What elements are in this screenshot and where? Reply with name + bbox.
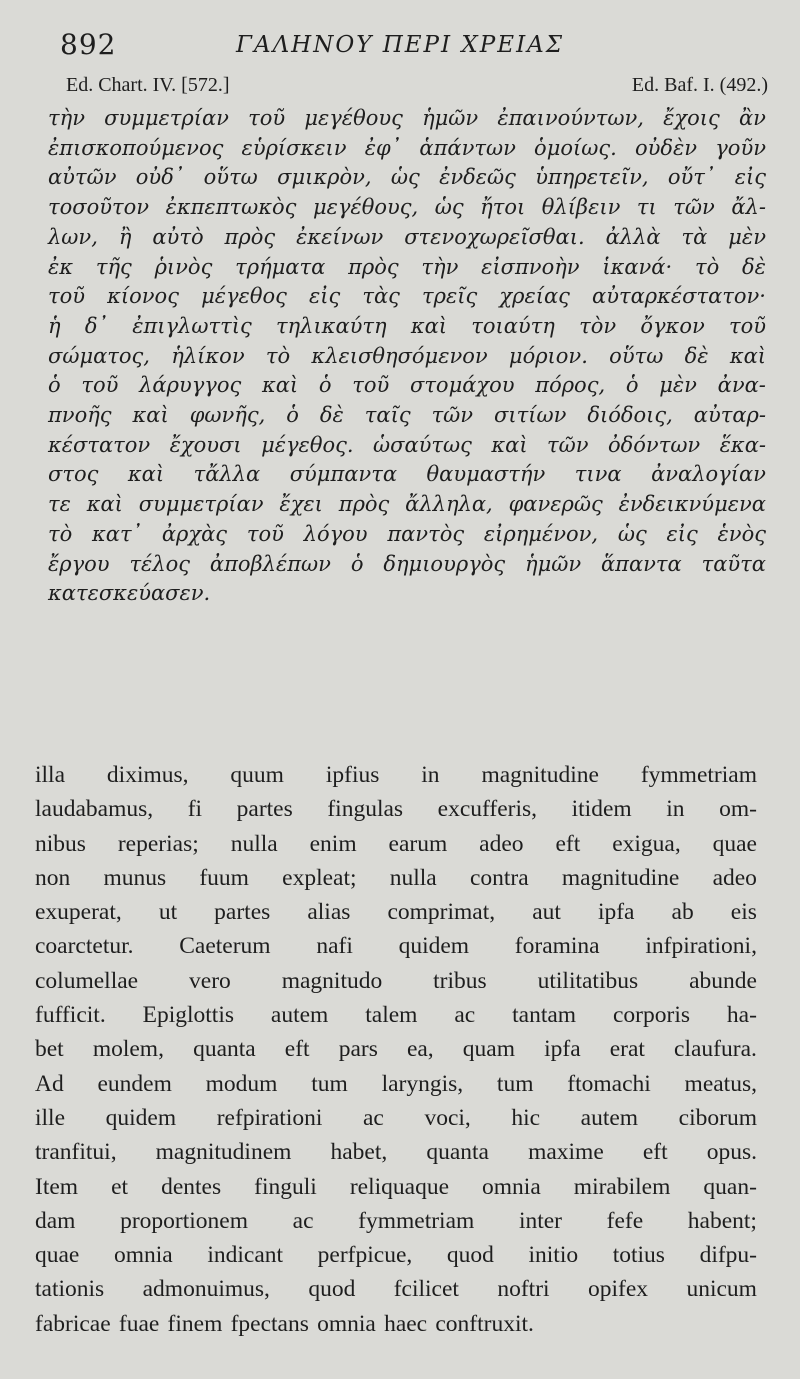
greek-text-line: ἐπισκοπούμενος εὑρίσκειν ἐφ᾽ ἁπάντων ὁμοίως. οὐδὲν γοῦν: [48, 135, 766, 160]
latin-text-line: nibus reperias; nulla enim earum adeo eft exigua, quae: [35, 830, 757, 857]
greek-text-line: ἐκ τῆς ῥινὸς τρήματα πρὸς τὴν εἰσπνοὴν ἱκανά· τὸ δὲ: [48, 254, 766, 279]
latin-text-line: quae omnia indicant perfpicue, quod initio totius difpu-: [35, 1242, 757, 1269]
greek-text-line: κατεσκεύασεν.: [48, 581, 211, 606]
greek-text-line: λων, ἢ αὐτὸ πρὸς ἐκείνων στενοχωρεῖσθαι. ἀλλὰ τὰ μὲν: [48, 224, 766, 249]
latin-text-line: tationis admonuimus, quod fcilicet noftri opifex unicum: [35, 1276, 757, 1303]
latin-text-line: coarctetur. Caeterum nafi quidem foramina infpirationi,: [35, 933, 757, 960]
latin-text-line: dam proportionem ac fymmetriam inter fefe habent;: [35, 1207, 757, 1234]
greek-text-line: τε καὶ συμμετρίαν ἔχει πρὸς ἄλληλα, φανερῶς ἐνδεικνύμενα: [48, 492, 766, 517]
greek-text-line: τὴν συμμετρίαν τοῦ μεγέθους ἡμῶν ἐπαινούντων, ἔχοις ἂν: [48, 106, 766, 130]
greek-text-line: σώματος, ἡλίκον τὸ κλεισθησόμενον μόριον. οὕτω δὲ καὶ: [48, 343, 766, 368]
greek-text-line: ἡ δ᾽ ἐπιγλωττὶς τηλικαύτη καὶ τοιαύτη τὸν ὄγκον τοῦ: [48, 313, 766, 338]
running-title: ΓΑΛΗΝΟΥ ΠΕΡΙ ΧΡΕΙΑΣ: [236, 32, 565, 58]
latin-text-line: columellae vero magnitudo tribus utilitatibus abunde: [35, 967, 757, 994]
latin-text-line: fufficit. Epiglottis autem talem ac tantam corporis ha-: [35, 1002, 757, 1029]
greek-text-line: κέστατον ἔχουσι μέγεθος. ὡσαύτως καὶ τῶν ὀδόντων ἕκα-: [48, 432, 766, 457]
greek-text-block: [48, 104, 766, 609]
greek-text-line: τοσοῦτον ἐκπεπτωκὸς μεγέθους, ὡς ἤτοι θλίβειν τι τῶν ἄλ-: [48, 195, 766, 220]
latin-text-line: Ad eundem modum tum laryngis, tum ftomachi meatus,: [35, 1070, 757, 1097]
greek-text-line: τοῦ κίονος μέγεθος εἰς τὰς τρεῖς χρείας αὐταρκέστατον·: [48, 284, 766, 309]
latin-text-line: exuperat, ut partes alias comprimat, aut ipfa ab eis: [35, 899, 757, 926]
latin-text-line: Item et dentes finguli reliquaque omnia mirabilem quan-: [35, 1173, 757, 1200]
greek-text-line: αὐτῶν οὐδ᾽ οὕτω σμικρὸν, ὡς ἐνδεῶς ὑπηρετεῖν, οὔτ᾽ εἰς: [48, 165, 766, 190]
greek-text-line: στος καὶ τἄλλα σύμπαντα θαυμαστήν τινα ἀναλογίαν: [48, 462, 766, 487]
edition-reference-right: Ed. Baf. I. (492.): [631, 74, 768, 96]
edition-reference-left: Ed. Chart. IV. [572.]: [66, 74, 230, 96]
page-number: 892: [60, 28, 117, 61]
greek-text-line: πνοῆς καὶ φωνῆς, ὁ δὲ ταῖς τῶν σιτίων διόδοις, αὐταρ-: [48, 403, 766, 428]
latin-text-line: non munus fuum expleat; nulla contra magnitudine adeo: [35, 864, 757, 891]
latin-text-line: bet molem, quanta eft pars ea, quam ipfa erat claufura.: [35, 1036, 757, 1063]
latin-text-line: tranfitui, magnitudinem habet, quanta maxime eft opus.: [35, 1139, 757, 1166]
latin-text-line: illa diximus, quum ipfius in magnitudine fymmetriam: [35, 762, 757, 788]
greek-text-line: ἔργου τέλος ἀποβλέπων ὁ δημιουργὸς ἡμῶν ἅπαντα ταῦτα: [48, 551, 766, 576]
latin-text-line: fabricae fuae finem fpectans omnia haec conftruxit.: [35, 1310, 534, 1337]
latin-text-block: [35, 758, 757, 1341]
greek-text-line: ὁ τοῦ λάρυγγος καὶ ὁ τοῦ στομάχου πόρος, ὁ μὲν ἀνα-: [48, 373, 766, 398]
latin-text-line: ille quidem refpirationi ac voci, hic autem ciborum: [35, 1104, 757, 1131]
greek-text-line: τὸ κατ᾽ ἀρχὰς τοῦ λόγου παντὸς εἰρημένον, ὡς εἰς ἑνὸς: [48, 521, 766, 546]
page-header: [0, 28, 800, 68]
latin-text-line: laudabamus, fi partes fingulas excufferis, itidem in om-: [35, 796, 757, 823]
